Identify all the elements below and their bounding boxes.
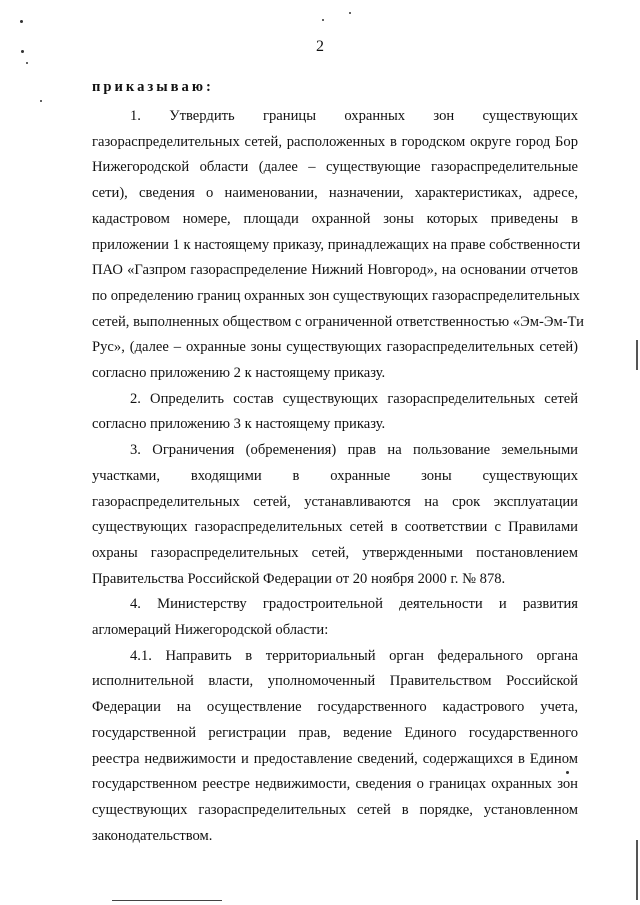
paragraph-4-1: [92, 644, 578, 850]
scan-edge-line: [636, 340, 638, 370]
text-line: газораспределительных сетей, расположенных в городском округе город Бор: [92, 133, 578, 150]
text-line: исполнительной власти, уполномоченный Правительством Российской: [92, 673, 578, 690]
text-line: участками, входящими в охранные зоны существующих: [92, 467, 578, 484]
text-line: Рус», (далее – охранные зоны существующих газораспределительных сетей): [92, 339, 578, 356]
document-body: [92, 76, 584, 849]
order-heading: приказываю:: [92, 79, 214, 95]
text-line: газораспределительных сетей, устанавливаются на срок эксплуатации: [92, 493, 578, 510]
paragraph-4: [92, 592, 578, 643]
text-line: 4.1. Направить в территориальный орган федерального органа: [130, 647, 578, 664]
scan-bottom-line: [112, 900, 222, 901]
text-line: 2. Определить состав существующих газораспределительных сетей: [130, 390, 578, 407]
text-line: 1. Утвердить границы охранных зон существующих: [130, 108, 578, 124]
text-line: согласно приложению 2 к настоящему приказу.: [92, 365, 386, 382]
text-line: законодательством.: [92, 827, 213, 844]
scan-speck: [322, 19, 324, 21]
page-number: 2: [316, 38, 324, 55]
text-line: существующих газораспределительных сетей в соответствии с Правилами: [92, 519, 578, 536]
text-line: кадастровом номере, площади охранной зоны которых приведены в: [92, 210, 578, 227]
text-line: охраны газораспределительных сетей, утвержденными постановлением: [92, 544, 578, 561]
scan-edge-line: [636, 840, 638, 900]
text-line: сетей, выполненных обществом с ограниченной ответственностью «Эм-Эм-Ти: [92, 313, 584, 330]
scan-speck: [20, 20, 23, 23]
scan-speck: [349, 12, 351, 14]
paragraph-1: [92, 104, 584, 387]
text-line: согласно приложению 3 к настоящему приказу.: [92, 416, 386, 433]
text-line: по определению границ охранных зон существующих газораспределительных: [92, 287, 580, 304]
scan-speck: [26, 62, 28, 64]
text-line: 3. Ограничения (обременения) прав на пользование земельными: [130, 442, 578, 459]
text-line: Нижегородской области (далее – существующие газораспределительные: [92, 159, 578, 176]
text-line: 4. Министерству градостроительной деятельности и развития: [130, 596, 578, 613]
scan-speck: [40, 100, 42, 102]
text-line: Федерации на осуществление государственного кадастрового учета,: [92, 699, 578, 716]
text-line: приложении 1 к настоящему приказу, принадлежащих на праве собственности: [92, 236, 581, 253]
text-line: ПАО «Газпром газораспределение Нижний Новгород», на основании отчетов: [92, 262, 578, 279]
text-line: реестра недвижимости и предоставление сведений, содержащихся в Едином: [92, 750, 578, 767]
paragraph-3: [92, 438, 578, 592]
paragraph-2: [92, 387, 578, 438]
text-line: Правительства Российской Федерации от 20 ноября 2000 г. № 878.: [92, 570, 506, 587]
text-line: сети), сведения о наименовании, назначении, характеристиках, адресе,: [92, 185, 578, 202]
text-line: государственной регистрации прав, ведение Единого государственного: [92, 724, 578, 741]
text-line: государственном реестре недвижимости, сведения о границах охранных зон: [92, 776, 578, 793]
text-line: существующих газораспределительных сетей в порядке, установленном: [92, 801, 578, 818]
text-line: агломераций Нижегородской области:: [92, 622, 329, 639]
